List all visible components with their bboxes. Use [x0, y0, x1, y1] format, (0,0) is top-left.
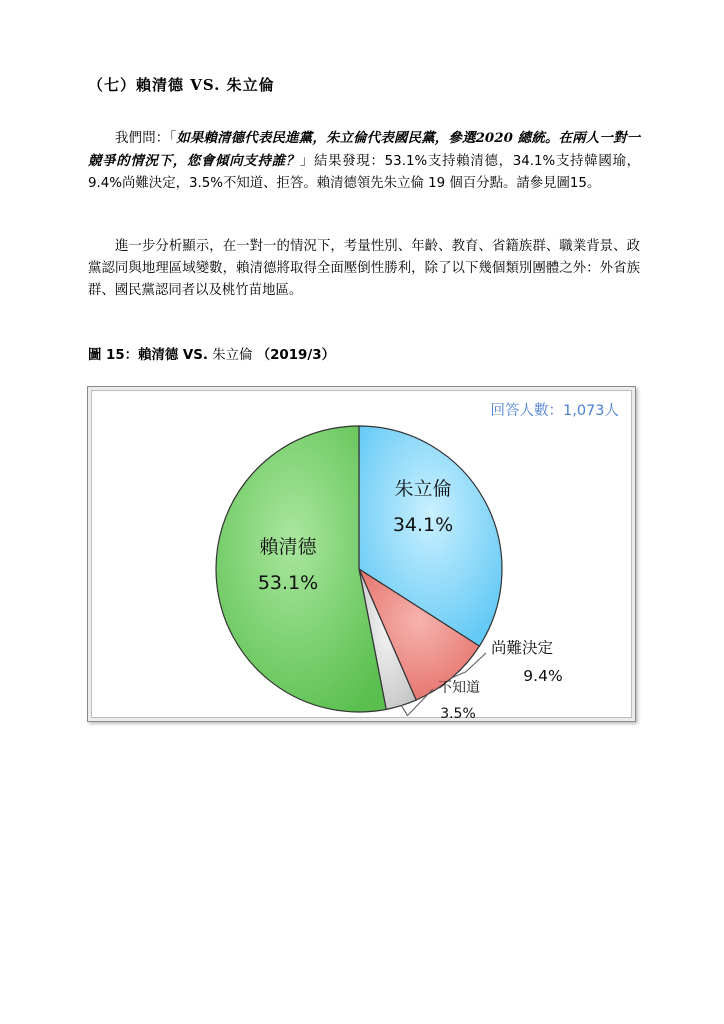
figure-caption — [88, 344, 335, 363]
section-title: （七）賴清德 VS. 朱立倫 — [88, 76, 275, 94]
paragraph-analysis: 進一步分析顯示，在一對一的情況下，考量性別、年齡、教育、省籍族群、職業背景、政黨認同與地理區域變數，賴清德將取得全面壓倒性勝利，除了以下幾個類別團體之外：外省族群、國民黨認同者以及桃竹苗地區。 — [88, 239, 640, 298]
survey-question: 如果賴清德代表民進黨，朱立倫代表國民黨，參選2020 總統。在兩人一對一競爭的情況下，您會傾向支持誰？ — [88, 130, 640, 169]
paragraph-survey-result — [88, 127, 640, 195]
label-dont-know: 不知道 — [438, 680, 480, 696]
value-lai-ching-te: 53.1% — [257, 572, 319, 594]
value-undecided: 9.4% — [523, 667, 563, 685]
respondent-count: 回答人數：1,073人 — [490, 403, 619, 419]
value-dont-know: 3.5% — [440, 706, 476, 722]
figure-caption-label: 圖 15：賴清德 VS. — [88, 348, 209, 363]
paragraph-result: 」結果發現：53.1%支持賴清德，34.1%支持韓國瑜，9.4%尚難決定，3.5%不知道、拒答。賴清德領先朱立倫 19 個百分點。請參見圖15。 — [88, 154, 641, 191]
label-lai-ching-te: 賴清德 — [259, 536, 317, 558]
label-undecided: 尚難決定 — [491, 639, 554, 657]
pie-chart — [88, 387, 637, 723]
paragraph-lead: 我們問：「 — [115, 131, 177, 146]
figure-caption-name: 朱立倫 — [208, 348, 257, 363]
pie-chart-frame — [87, 386, 636, 722]
label-zhu-lilun: 朱立倫 — [394, 478, 452, 500]
value-zhu-lilun: 34.1% — [392, 514, 454, 536]
figure-caption-date: （2019/3） — [256, 348, 335, 363]
